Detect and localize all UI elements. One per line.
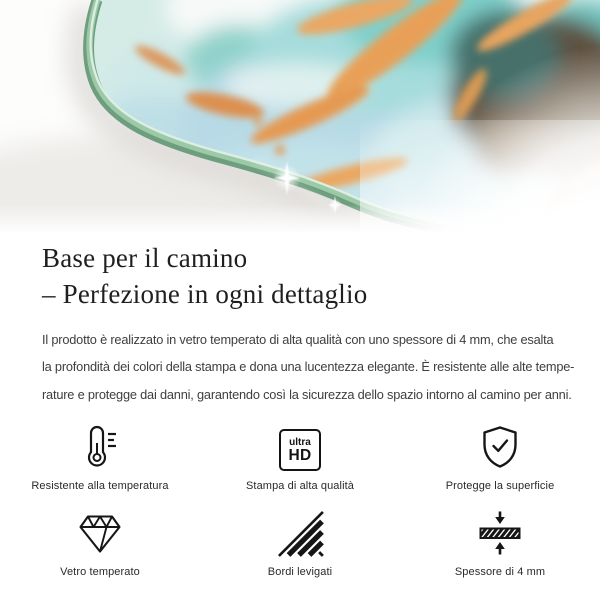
title-line-2: – Perfezione in ogni dettaglio	[42, 279, 368, 309]
feature-label: Spessore di 4 mm	[454, 566, 546, 579]
ultra-hd-text-bottom: HD	[288, 446, 312, 464]
title-line-1: Base per il camino	[42, 243, 248, 273]
polished-edges-icon	[276, 509, 324, 557]
feature-protection	[400, 423, 600, 492]
feature-label: Resistente alla temperatura	[31, 480, 169, 493]
feature-temperature	[0, 423, 200, 492]
page-title	[42, 240, 558, 312]
fade-overlay-bottom	[0, 204, 600, 232]
thickness-icon	[476, 509, 524, 557]
description-line: la profondità dei colori della stampa e dona una lucentezza elegante. È resistente alle alte tempe-	[42, 359, 575, 375]
feature-label: Protegge la superficie	[445, 480, 555, 493]
feature-tempered-glass	[0, 509, 200, 578]
thermometer-icon	[76, 423, 124, 471]
feature-thickness	[400, 509, 600, 578]
description-section	[0, 232, 600, 408]
ultra-hd-icon	[279, 429, 321, 471]
product-hero-image	[0, 0, 600, 232]
feature-polished-edges	[200, 509, 400, 578]
description-line: rature e protegge dai danni, garantendo così la sicurezza dello spazio intorno al camino per anni.	[42, 386, 572, 402]
feature-label: Vetro temperato	[60, 566, 140, 579]
feature-label: Stampa di alta qualità	[246, 480, 354, 493]
diamond-icon	[76, 509, 124, 557]
shield-check-icon	[476, 423, 524, 471]
feature-print-quality	[200, 423, 400, 492]
feature-label: Bordi levigati	[267, 566, 333, 579]
ultra-hd-text-top: ultra	[289, 436, 311, 448]
product-description	[42, 326, 575, 408]
features-grid	[0, 423, 600, 578]
description-line: Il prodotto è realizzato in vetro temperato di alta qualità con uno spessore di 4 mm, che esalta	[42, 332, 554, 347]
